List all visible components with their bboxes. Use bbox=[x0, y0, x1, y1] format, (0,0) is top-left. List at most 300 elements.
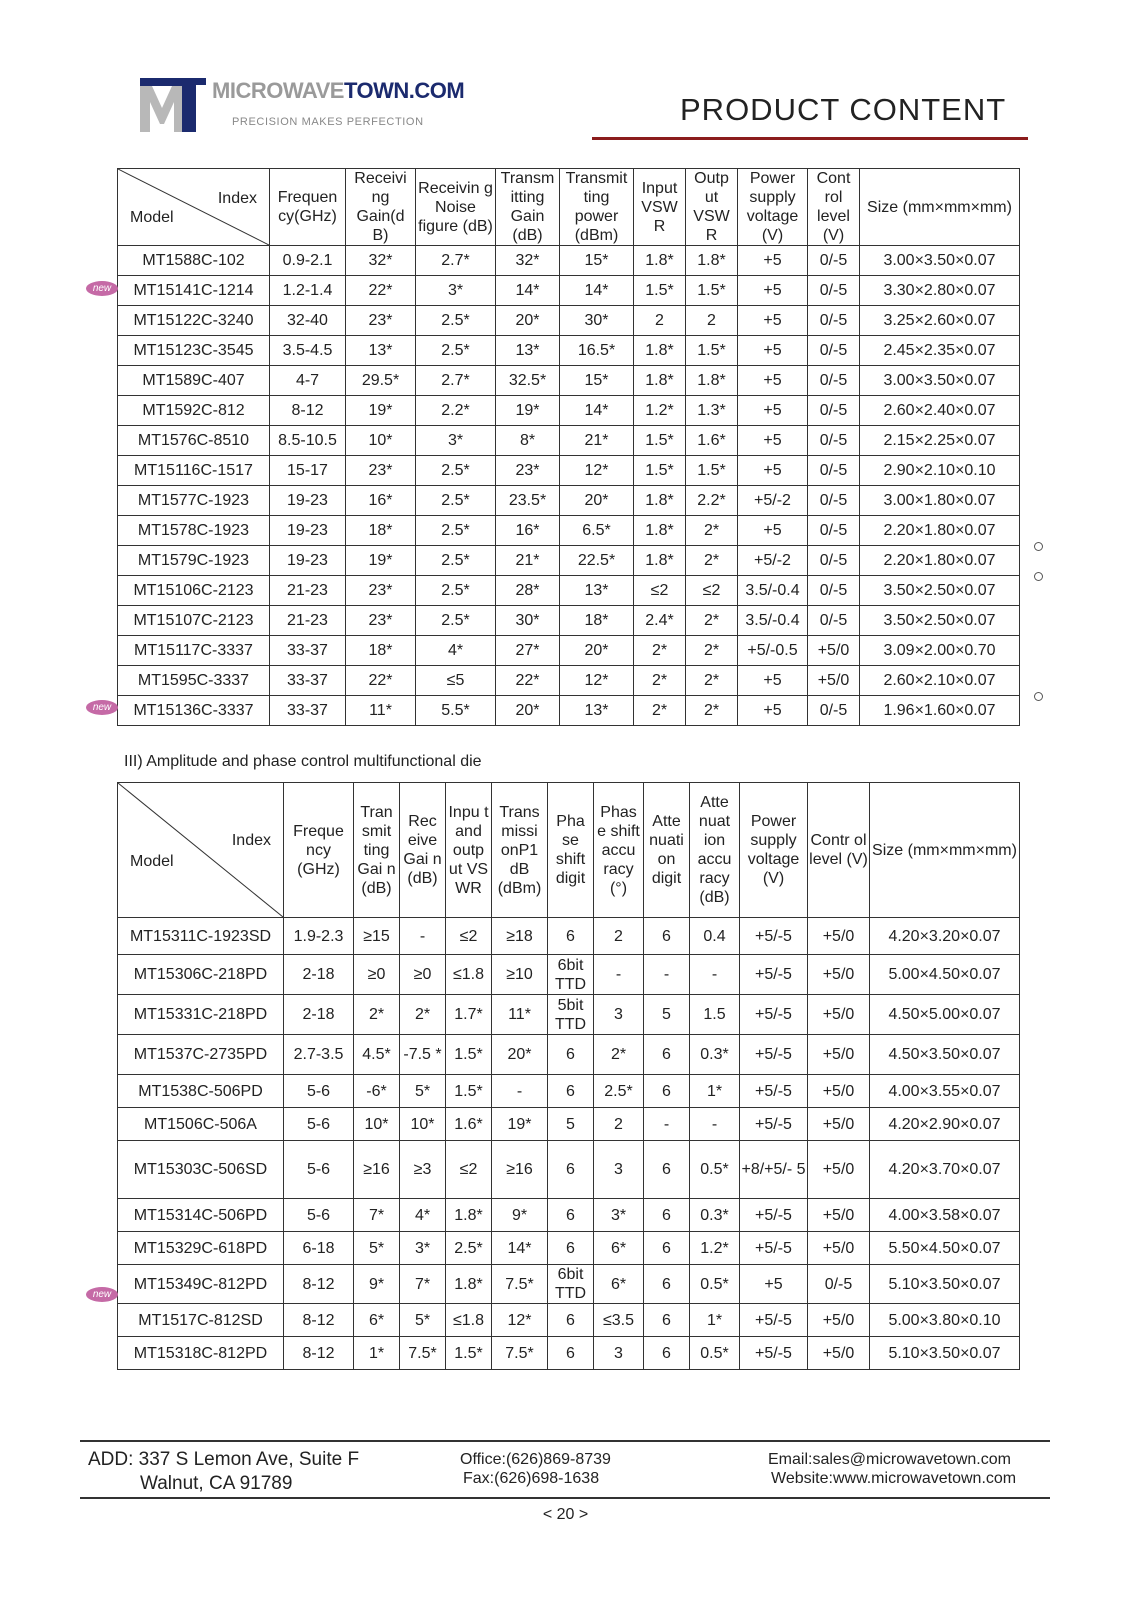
corner-diagonal-icon bbox=[118, 783, 283, 917]
value-cell: +5/-0.5 bbox=[738, 636, 808, 666]
value-cell: 4.50×5.00×0.07 bbox=[870, 995, 1020, 1035]
model-cell: MT15136C-3337 bbox=[118, 696, 270, 726]
column-header: Contr ol level (V) bbox=[808, 783, 870, 918]
value-cell: 2 bbox=[634, 306, 686, 336]
value-cell: 1.6* bbox=[446, 1108, 492, 1141]
value-cell: 6 bbox=[644, 1199, 690, 1232]
value-cell: 14* bbox=[492, 1232, 548, 1265]
value-cell: 2* bbox=[634, 636, 686, 666]
value-cell: 2.5* bbox=[416, 336, 496, 366]
value-cell: 23.5* bbox=[496, 486, 560, 516]
value-cell: 1.96×1.60×0.07 bbox=[860, 696, 1020, 726]
value-cell: 1.2-1.4 bbox=[270, 276, 346, 306]
value-cell: 33-37 bbox=[270, 666, 346, 696]
value-cell: 13* bbox=[560, 696, 634, 726]
value-cell: 13* bbox=[346, 336, 416, 366]
table-row bbox=[118, 456, 1020, 486]
table-row bbox=[118, 366, 1020, 396]
value-cell: 2-18 bbox=[284, 955, 354, 995]
column-header: Power supply voltage (V) bbox=[738, 169, 808, 246]
value-cell: 0.4 bbox=[690, 918, 740, 955]
value-cell: +5/0 bbox=[808, 1035, 870, 1075]
value-cell: 6* bbox=[354, 1304, 400, 1337]
value-cell: ≤1.8 bbox=[446, 1304, 492, 1337]
column-header: Rec eive Gai n (dB) bbox=[400, 783, 446, 918]
table-row bbox=[118, 486, 1020, 516]
value-cell: +5/0 bbox=[808, 1141, 870, 1199]
value-cell: - bbox=[690, 955, 740, 995]
table-row bbox=[118, 1199, 1020, 1232]
value-cell: +5 bbox=[738, 516, 808, 546]
value-cell: - bbox=[644, 955, 690, 995]
value-cell: 0.5* bbox=[690, 1141, 740, 1199]
value-cell: 2 bbox=[594, 918, 644, 955]
table-row bbox=[118, 1035, 1020, 1075]
value-cell: 22* bbox=[496, 666, 560, 696]
column-header: Size (mm×mm×mm) bbox=[860, 169, 1020, 246]
model-cell: MT1576C-8510 bbox=[118, 426, 270, 456]
value-cell: 0/-5 bbox=[808, 276, 860, 306]
value-cell: 1.5* bbox=[686, 336, 738, 366]
value-cell: 1.8* bbox=[634, 366, 686, 396]
value-cell: 1* bbox=[354, 1337, 400, 1370]
logo-wordmark-part2: TOWN.COM bbox=[343, 78, 465, 103]
value-cell: 8* bbox=[496, 426, 560, 456]
value-cell: 2.5* bbox=[594, 1075, 644, 1108]
value-cell: 4* bbox=[416, 636, 496, 666]
table-row bbox=[118, 336, 1020, 366]
value-cell: 6 bbox=[644, 1075, 690, 1108]
value-cell: 21-23 bbox=[270, 576, 346, 606]
value-cell: +5/-5 bbox=[740, 1199, 808, 1232]
model-cell: MT15116C-1517 bbox=[118, 456, 270, 486]
value-cell: 33-37 bbox=[270, 696, 346, 726]
table-row bbox=[118, 396, 1020, 426]
value-cell: 19* bbox=[496, 396, 560, 426]
value-cell: +5/0 bbox=[808, 1232, 870, 1265]
value-cell: 0/-5 bbox=[808, 606, 860, 636]
column-header: Tran smit ting Gai n (dB) bbox=[354, 783, 400, 918]
value-cell: 2.60×2.40×0.07 bbox=[860, 396, 1020, 426]
value-cell: 8-12 bbox=[284, 1304, 354, 1337]
value-cell: 33-37 bbox=[270, 636, 346, 666]
value-cell: 6 bbox=[548, 1035, 594, 1075]
value-cell: -7.5 * bbox=[400, 1035, 446, 1075]
circle-marker-icon bbox=[1034, 542, 1043, 551]
value-cell: ≥15 bbox=[354, 918, 400, 955]
table-row bbox=[118, 1075, 1020, 1108]
value-cell: -6* bbox=[354, 1075, 400, 1108]
value-cell: 1.3* bbox=[686, 396, 738, 426]
column-header: Frequen cy(GHz) bbox=[270, 169, 346, 246]
value-cell: 21* bbox=[560, 426, 634, 456]
spec-table-2 bbox=[117, 782, 1020, 1370]
footer-address-line1: ADD: 337 S Lemon Ave, Suite F bbox=[88, 1449, 360, 1470]
value-cell: 2.2* bbox=[686, 486, 738, 516]
model-cell: MT15331C-218PD bbox=[118, 995, 284, 1035]
value-cell: 6 bbox=[548, 1075, 594, 1108]
value-cell: 1.5* bbox=[634, 426, 686, 456]
value-cell: ≥0 bbox=[354, 955, 400, 995]
table-row bbox=[118, 276, 1020, 306]
logo-wordmark bbox=[212, 78, 464, 104]
table-1-header-row bbox=[118, 169, 1020, 246]
corner-model-label: Model bbox=[130, 853, 174, 870]
value-cell: 15* bbox=[560, 366, 634, 396]
model-cell: MT15349C-812PD bbox=[118, 1265, 284, 1304]
value-cell: 13* bbox=[496, 336, 560, 366]
value-cell: 6 bbox=[644, 1337, 690, 1370]
value-cell: 3.00×3.50×0.07 bbox=[860, 246, 1020, 276]
value-cell: 2* bbox=[686, 666, 738, 696]
value-cell: +5 bbox=[738, 366, 808, 396]
table-row bbox=[118, 696, 1020, 726]
model-cell: MT1588C-102 bbox=[118, 246, 270, 276]
value-cell: ≤5 bbox=[416, 666, 496, 696]
table-row bbox=[118, 636, 1020, 666]
value-cell: 1.8* bbox=[686, 246, 738, 276]
model-cell: MT1592C-812 bbox=[118, 396, 270, 426]
value-cell: 8-12 bbox=[270, 396, 346, 426]
value-cell: +5/-5 bbox=[740, 995, 808, 1035]
value-cell: 23* bbox=[346, 606, 416, 636]
value-cell: 3 bbox=[594, 1141, 644, 1199]
value-cell: 19-23 bbox=[270, 516, 346, 546]
value-cell: +5/0 bbox=[808, 1108, 870, 1141]
value-cell: 5 bbox=[644, 995, 690, 1035]
value-cell: 3.5-4.5 bbox=[270, 336, 346, 366]
value-cell: 2* bbox=[594, 1035, 644, 1075]
value-cell: 1.2* bbox=[690, 1232, 740, 1265]
value-cell: 6 bbox=[548, 1141, 594, 1199]
value-cell: ≥0 bbox=[400, 955, 446, 995]
value-cell: 2* bbox=[686, 636, 738, 666]
value-cell: 2.90×2.10×0.10 bbox=[860, 456, 1020, 486]
column-header: Power supply voltage (V) bbox=[740, 783, 808, 918]
model-cell: MT15303C-506SD bbox=[118, 1141, 284, 1199]
value-cell: ≤1.8 bbox=[446, 955, 492, 995]
corner-index-label: Index bbox=[217, 190, 257, 207]
column-header: Input VSW R bbox=[634, 169, 686, 246]
value-cell: 3.5/-0.4 bbox=[738, 576, 808, 606]
value-cell: 3* bbox=[416, 426, 496, 456]
value-cell: 28* bbox=[496, 576, 560, 606]
model-cell: MT15311C-1923SD bbox=[118, 918, 284, 955]
value-cell: 0/-5 bbox=[808, 1265, 870, 1304]
circle-marker-icon bbox=[1034, 572, 1043, 581]
value-cell: 0/-5 bbox=[808, 396, 860, 426]
value-cell: 6 bbox=[644, 1035, 690, 1075]
value-cell: 0.3* bbox=[690, 1199, 740, 1232]
table-row bbox=[118, 1232, 1020, 1265]
value-cell: 8-12 bbox=[284, 1265, 354, 1304]
value-cell: 4.50×3.50×0.07 bbox=[870, 1035, 1020, 1075]
value-cell: 0/-5 bbox=[808, 546, 860, 576]
model-cell: MT1589C-407 bbox=[118, 366, 270, 396]
column-header: Phas e shift accu racy (°) bbox=[594, 783, 644, 918]
value-cell: +5/0 bbox=[808, 666, 860, 696]
model-cell: MT1578C-1923 bbox=[118, 516, 270, 546]
value-cell: 6 bbox=[644, 1265, 690, 1304]
value-cell: 5.00×3.80×0.10 bbox=[870, 1304, 1020, 1337]
value-cell: 1* bbox=[690, 1075, 740, 1108]
value-cell: 19* bbox=[346, 396, 416, 426]
model-cell: MT15122C-3240 bbox=[118, 306, 270, 336]
value-cell: 2.5* bbox=[416, 306, 496, 336]
value-cell: +5/-5 bbox=[740, 1108, 808, 1141]
value-cell: +5/-5 bbox=[740, 1075, 808, 1108]
table-2-corner-cell bbox=[118, 783, 284, 918]
value-cell: 2-18 bbox=[284, 995, 354, 1035]
value-cell: - bbox=[492, 1075, 548, 1108]
new-badge-icon: new bbox=[86, 1287, 118, 1302]
value-cell: 7* bbox=[354, 1199, 400, 1232]
value-cell: 0/-5 bbox=[808, 366, 860, 396]
value-cell: +5/0 bbox=[808, 1075, 870, 1108]
value-cell: 6.5* bbox=[560, 516, 634, 546]
value-cell: +5/0 bbox=[808, 918, 870, 955]
value-cell: 2.15×2.25×0.07 bbox=[860, 426, 1020, 456]
column-header: Freque ncy (GHz) bbox=[284, 783, 354, 918]
model-cell: MT15306C-218PD bbox=[118, 955, 284, 995]
column-header: Transmit ting power (dBm) bbox=[560, 169, 634, 246]
logo-tagline: PRECISION MAKES PERFECTION bbox=[232, 116, 424, 128]
value-cell: 6 bbox=[644, 918, 690, 955]
value-cell: 12* bbox=[560, 666, 634, 696]
value-cell: 21* bbox=[496, 546, 560, 576]
value-cell: 3.00×3.50×0.07 bbox=[860, 366, 1020, 396]
table-row bbox=[118, 546, 1020, 576]
value-cell: 32* bbox=[346, 246, 416, 276]
value-cell: 7* bbox=[400, 1265, 446, 1304]
footer-website-link[interactable]: Website:www.microwavetown.com bbox=[771, 1470, 1017, 1487]
value-cell: 1.5* bbox=[686, 456, 738, 486]
value-cell: - bbox=[594, 955, 644, 995]
value-cell: 32-40 bbox=[270, 306, 346, 336]
value-cell: - bbox=[690, 1108, 740, 1141]
value-cell: 20* bbox=[492, 1035, 548, 1075]
spec-table-1 bbox=[117, 168, 1020, 726]
value-cell: 22* bbox=[346, 666, 416, 696]
value-cell: 19* bbox=[346, 546, 416, 576]
value-cell: 2* bbox=[686, 516, 738, 546]
value-cell: 20* bbox=[496, 696, 560, 726]
value-cell: 18* bbox=[346, 516, 416, 546]
table-1-corner-cell bbox=[118, 169, 270, 246]
value-cell: 1.5* bbox=[686, 276, 738, 306]
value-cell: 1.5* bbox=[634, 276, 686, 306]
value-cell: +5/0 bbox=[808, 1337, 870, 1370]
value-cell: ≤2 bbox=[634, 576, 686, 606]
value-cell: 1.8* bbox=[634, 486, 686, 516]
value-cell: 2.60×2.10×0.07 bbox=[860, 666, 1020, 696]
value-cell: 2 bbox=[594, 1108, 644, 1141]
value-cell: 1.8* bbox=[634, 246, 686, 276]
column-header: Outp ut VSW R bbox=[686, 169, 738, 246]
table-row bbox=[118, 918, 1020, 955]
value-cell: 19-23 bbox=[270, 486, 346, 516]
value-cell: 6 bbox=[548, 1232, 594, 1265]
new-badge-icon: new bbox=[86, 700, 118, 715]
column-header: Atte nuati on digit bbox=[644, 783, 690, 918]
value-cell: 4.5* bbox=[354, 1035, 400, 1075]
value-cell: - bbox=[400, 918, 446, 955]
column-header: Pha se shift digit bbox=[548, 783, 594, 918]
value-cell: +5/-5 bbox=[740, 1232, 808, 1265]
value-cell: 3 bbox=[594, 1337, 644, 1370]
column-header: Inpu t and outp ut VS WR bbox=[446, 783, 492, 918]
column-header: Receivi ng Gain(d B) bbox=[346, 169, 416, 246]
value-cell: +5 bbox=[738, 336, 808, 366]
value-cell: 6 bbox=[548, 1199, 594, 1232]
value-cell: 3* bbox=[594, 1199, 644, 1232]
value-cell: 2.45×2.35×0.07 bbox=[860, 336, 1020, 366]
value-cell: 6-18 bbox=[284, 1232, 354, 1265]
value-cell: 2.7-3.5 bbox=[284, 1035, 354, 1075]
value-cell: 4* bbox=[400, 1199, 446, 1232]
value-cell: 4-7 bbox=[270, 366, 346, 396]
value-cell: +5 bbox=[738, 696, 808, 726]
footer-address-line2: Walnut, CA 91789 bbox=[140, 1473, 293, 1494]
value-cell: 30* bbox=[496, 606, 560, 636]
value-cell: 6 bbox=[548, 1337, 594, 1370]
value-cell: 10* bbox=[354, 1108, 400, 1141]
value-cell: 2* bbox=[686, 606, 738, 636]
value-cell: 2.5* bbox=[416, 576, 496, 606]
value-cell: 3.09×2.00×0.70 bbox=[860, 636, 1020, 666]
logo-mark-icon bbox=[138, 74, 208, 134]
value-cell: 7.5* bbox=[492, 1337, 548, 1370]
value-cell: 0/-5 bbox=[808, 306, 860, 336]
value-cell: 5-6 bbox=[284, 1199, 354, 1232]
value-cell: +8/+5/- 5 bbox=[740, 1141, 808, 1199]
value-cell: 4.00×3.55×0.07 bbox=[870, 1075, 1020, 1108]
model-cell: MT15314C-506PD bbox=[118, 1199, 284, 1232]
value-cell: 10* bbox=[400, 1108, 446, 1141]
value-cell: 5* bbox=[354, 1232, 400, 1265]
value-cell: 11* bbox=[346, 696, 416, 726]
value-cell: ≤3.5 bbox=[594, 1304, 644, 1337]
value-cell: +5 bbox=[738, 396, 808, 426]
value-cell: 32.5* bbox=[496, 366, 560, 396]
footer-office-phone: Office:(626)869-8739 bbox=[460, 1451, 611, 1468]
value-cell: +5/-2 bbox=[738, 486, 808, 516]
value-cell: 3.25×2.60×0.07 bbox=[860, 306, 1020, 336]
value-cell: 23* bbox=[346, 306, 416, 336]
value-cell: 14* bbox=[496, 276, 560, 306]
value-cell: 19* bbox=[492, 1108, 548, 1141]
column-header: Receivin g Noise figure (dB) bbox=[416, 169, 496, 246]
value-cell: +5/0 bbox=[808, 636, 860, 666]
table-2-header-row bbox=[118, 783, 1020, 918]
page-number: < 20 > bbox=[542, 1506, 589, 1523]
value-cell: 4.20×3.20×0.07 bbox=[870, 918, 1020, 955]
value-cell: 2.5* bbox=[416, 456, 496, 486]
value-cell: 32* bbox=[496, 246, 560, 276]
value-cell: 6 bbox=[548, 1304, 594, 1337]
value-cell: 2.5* bbox=[416, 486, 496, 516]
value-cell: +5 bbox=[738, 666, 808, 696]
value-cell: 5.10×3.50×0.07 bbox=[870, 1265, 1020, 1304]
value-cell: 2.20×1.80×0.07 bbox=[860, 516, 1020, 546]
circle-marker-icon bbox=[1034, 692, 1043, 701]
value-cell: 1.8* bbox=[634, 546, 686, 576]
model-cell: MT1577C-1923 bbox=[118, 486, 270, 516]
value-cell: 1* bbox=[690, 1304, 740, 1337]
value-cell: 11* bbox=[492, 995, 548, 1035]
value-cell: 2.2* bbox=[416, 396, 496, 426]
value-cell: +5 bbox=[738, 426, 808, 456]
value-cell: 2 bbox=[686, 306, 738, 336]
value-cell: 1.5* bbox=[446, 1075, 492, 1108]
value-cell: 16* bbox=[346, 486, 416, 516]
value-cell: 1.8* bbox=[686, 366, 738, 396]
value-cell: 2.4* bbox=[634, 606, 686, 636]
value-cell: 6 bbox=[644, 1304, 690, 1337]
value-cell: 0/-5 bbox=[808, 486, 860, 516]
value-cell: 5* bbox=[400, 1075, 446, 1108]
value-cell: +5/-5 bbox=[740, 1035, 808, 1075]
logo-wordmark-part1: MICROWAVE bbox=[212, 78, 344, 103]
value-cell: 1.5 bbox=[690, 995, 740, 1035]
value-cell: 5 bbox=[548, 1108, 594, 1141]
value-cell: +5 bbox=[738, 456, 808, 486]
value-cell: 0/-5 bbox=[808, 426, 860, 456]
value-cell: +5/0 bbox=[808, 995, 870, 1035]
corner-index-label: Index bbox=[231, 832, 271, 849]
value-cell: ≤2 bbox=[446, 1141, 492, 1199]
value-cell: 6 bbox=[644, 1141, 690, 1199]
value-cell: +5 bbox=[738, 276, 808, 306]
value-cell: 1.8* bbox=[446, 1265, 492, 1304]
table-row bbox=[118, 1141, 1020, 1199]
value-cell: 23* bbox=[496, 456, 560, 486]
value-cell: 18* bbox=[346, 636, 416, 666]
value-cell: 14* bbox=[560, 396, 634, 426]
value-cell: 2.5* bbox=[416, 516, 496, 546]
value-cell: - bbox=[644, 1108, 690, 1141]
value-cell: 2* bbox=[634, 696, 686, 726]
value-cell: 22.5* bbox=[560, 546, 634, 576]
value-cell: 1.8* bbox=[446, 1199, 492, 1232]
value-cell: +5/0 bbox=[808, 1304, 870, 1337]
value-cell: 2.20×1.80×0.07 bbox=[860, 546, 1020, 576]
value-cell: 2.5* bbox=[416, 606, 496, 636]
value-cell: 0.5* bbox=[690, 1265, 740, 1304]
value-cell: 23* bbox=[346, 456, 416, 486]
table-row bbox=[118, 995, 1020, 1035]
table-row bbox=[118, 1265, 1020, 1304]
column-header: Atte nuat ion accu racy (dB) bbox=[690, 783, 740, 918]
value-cell: 12* bbox=[492, 1304, 548, 1337]
value-cell: 21-23 bbox=[270, 606, 346, 636]
footer-email-link[interactable]: Email:sales@microwavetown.com bbox=[768, 1451, 1011, 1468]
value-cell: 20* bbox=[560, 636, 634, 666]
value-cell: 18* bbox=[560, 606, 634, 636]
value-cell: 20* bbox=[496, 306, 560, 336]
value-cell: +5/0 bbox=[808, 955, 870, 995]
value-cell: 2* bbox=[400, 995, 446, 1035]
value-cell: 22* bbox=[346, 276, 416, 306]
model-cell: MT1506C-506A bbox=[118, 1108, 284, 1141]
value-cell: 7.5* bbox=[492, 1265, 548, 1304]
value-cell: 1.8* bbox=[634, 516, 686, 546]
value-cell: 19-23 bbox=[270, 546, 346, 576]
value-cell: 16.5* bbox=[560, 336, 634, 366]
value-cell: 3.50×2.50×0.07 bbox=[860, 606, 1020, 636]
value-cell: 13* bbox=[560, 576, 634, 606]
value-cell: +5/-5 bbox=[740, 1337, 808, 1370]
